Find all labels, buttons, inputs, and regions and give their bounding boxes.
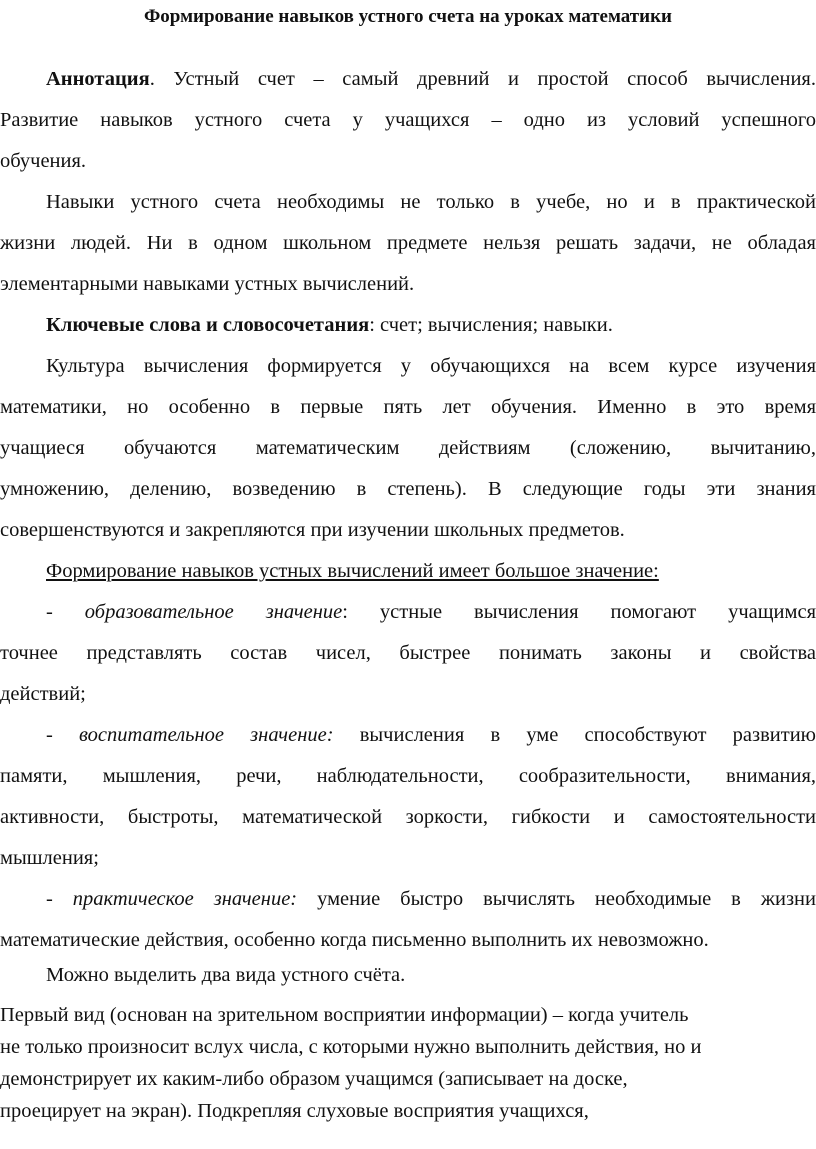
first-type-line-3: демонстрирует их каким-либо образом учащимся (записывает на доске, xyxy=(0,1068,628,1090)
skills-line-2: жизни людей. Ни в одном школьном предмете нельзя решать задачи, не обладая xyxy=(0,232,816,254)
first-type-line-4: проецирует на экран). Подкрепляя слуховые восприятия учащихся, xyxy=(0,1100,589,1122)
practical-line-1: - практическое значение: умение быстро вычислять необходимые в жизни xyxy=(46,888,816,910)
practical-line-2: математические действия, особенно когда письменно выполнить их невозможно. xyxy=(0,929,709,951)
first-type-line-1: Первый вид (основан на зрительном восприятии информации) – когда учитель xyxy=(0,1004,689,1026)
keywords-line xyxy=(0,305,816,346)
educational-paragraph xyxy=(0,592,816,715)
educational-line-2: точнее представлять состав чисел, быстрее понимать законы и свойства xyxy=(0,642,816,664)
keywords-paragraph xyxy=(0,305,816,346)
skills-line-1: Навыки устного счета необходимы не только в учебе, но и в практической xyxy=(46,191,816,213)
upbringing-term: воспитательное значение: xyxy=(79,724,334,746)
practical-term: практическое значение: xyxy=(72,888,298,910)
culture-paragraph xyxy=(0,346,816,551)
annotation-line-1 xyxy=(0,59,816,100)
skills-paragraph xyxy=(0,182,816,305)
annotation-line-2: Развитие навыков устного счета у учащихся – одно из условий успешного xyxy=(0,109,816,131)
document-title: Формирование навыков устного счета на уроках математики xyxy=(143,6,672,27)
annotation-paragraph xyxy=(0,59,816,182)
annotation-label: Аннотация xyxy=(46,68,150,90)
keywords-text: : счет; вычисления; навыки. xyxy=(369,314,613,336)
keywords-label: Ключевые слова и словосочетания xyxy=(46,314,370,336)
importance-heading-paragraph xyxy=(0,551,816,592)
educational-line-3: действий; xyxy=(0,683,86,705)
educational-line-1: - образовательное значение: устные вычисления помогают учащимся xyxy=(46,601,816,623)
annotation-text: . Устный счет – самый древний и простой способ вычисления. xyxy=(149,68,816,90)
culture-line-5: совершенствуются и закрепляются при изучении школьных предметов. xyxy=(0,519,625,541)
upbringing-line-3: активности, быстроты, математической зоркости, гибкости и самостоятельности xyxy=(0,806,816,828)
first-type-paragraph xyxy=(0,999,816,1127)
practical-paragraph xyxy=(0,879,816,961)
upbringing-line-2: памяти, мышления, речи, наблюдательности, сообразительности, внимания, xyxy=(0,765,816,787)
two-types-line: Можно выделить два вида устного счёта. xyxy=(46,964,406,986)
educational-term: образовательное значение xyxy=(84,601,343,623)
culture-line-2: математики, но особенно в первые пять лет обучения. Именно в это время xyxy=(0,396,816,418)
upbringing-line-4: мышления; xyxy=(0,847,99,869)
culture-line-3: учащиеся обучаются математическим действиям (сложению, вычитанию, xyxy=(0,437,816,459)
upbringing-paragraph xyxy=(0,715,816,879)
upbringing-line-1: - воспитательное значение: вычисления в уме способствуют развитию xyxy=(46,724,816,746)
culture-line-1: Культура вычисления формируется у обучающихся на всем курсе изучения xyxy=(46,355,816,377)
importance-heading: Формирование навыков устных вычислений имеет большое значение: xyxy=(46,560,659,582)
first-type-line-2: не только произносит вслух числа, с которыми нужно выполнить действия, но и xyxy=(0,1036,702,1058)
two-types-paragraph xyxy=(0,955,816,996)
annotation-line-3: обучения. xyxy=(0,150,87,172)
skills-line-3: элементарными навыками устных вычислений. xyxy=(0,273,415,295)
culture-line-4: умножению, делению, возведению в степень). В следующие годы эти знания xyxy=(0,478,816,500)
